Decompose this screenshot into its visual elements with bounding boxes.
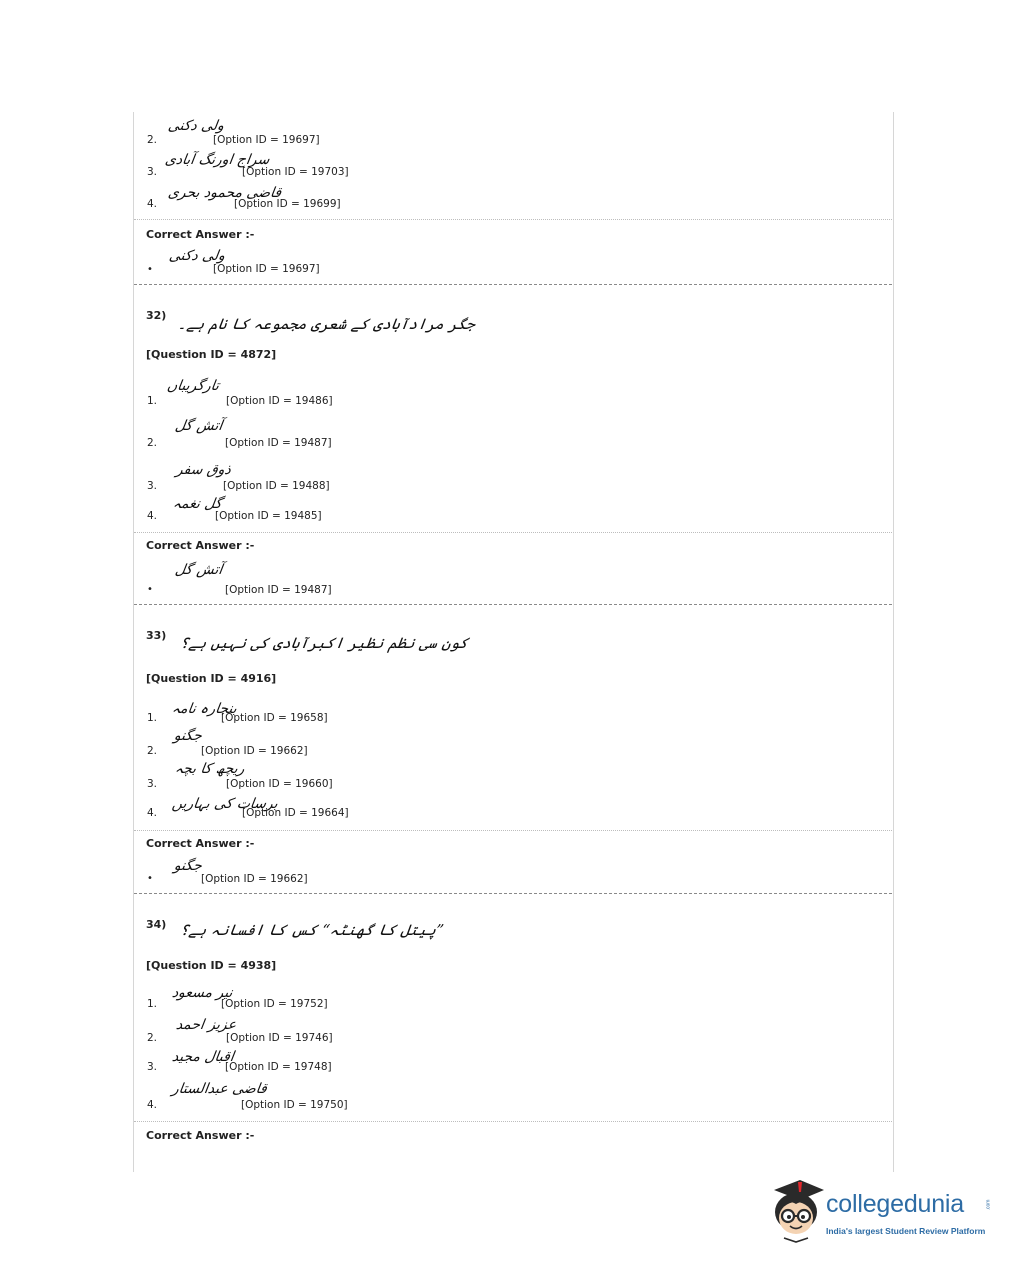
logo-domain-suffix: .com [985,1199,992,1211]
option-number: 2. [147,745,158,757]
option-number: 4. [147,510,158,522]
option-number: 1. [147,395,158,407]
option-id: [Option ID = 19752] [221,998,328,1010]
option-urdu-text: قاضی عبدالستار [170,1081,268,1097]
question-urdu-text: کون سی نظم نظیر اکبرآبادی کی نہیں ہے؟ [178,634,470,652]
option-urdu-text: نیر مسعود [170,985,234,1001]
question-urdu-text: جگر مرادآبادی کے شعری مجموعہ کا نام ہے۔ [176,315,477,333]
option-urdu-text: عزیز احمد [174,1017,238,1033]
correct-answer-option-id: [Option ID = 19662] [201,873,308,885]
collegedunia-logo [766,1176,996,1248]
option-id: [Option ID = 19746] [226,1032,333,1044]
logo-wordmark: collegedunia [826,1190,964,1218]
question-separator [134,604,892,605]
option-urdu-text: اقبال مجید [170,1049,235,1065]
question-id: [Question ID = 4938] [146,959,277,972]
option-number: 4. [147,807,158,819]
question-urdu-text: ”پیتل کا گھنٹہ“ کس کا افسانہ ہے؟ [178,921,445,939]
question-number: 32) [146,309,167,322]
option-id: [Option ID = 19697] [213,134,320,146]
bullet: • [147,264,153,275]
question-id: [Question ID = 4916] [146,672,277,685]
divider [134,1121,892,1122]
correct-answer-label: Correct Answer :- [146,539,255,552]
option-id: [Option ID = 19748] [225,1061,332,1073]
option-id: [Option ID = 19699] [234,198,341,210]
option-number: 3. [147,778,158,790]
option-urdu-text: جگنو [172,728,203,744]
option-number: 2. [147,134,158,146]
option-id: [Option ID = 19750] [241,1099,348,1111]
option-number: 2. [147,1032,158,1044]
option-urdu-text: بنجارہ نامہ [170,701,238,717]
option-id: [Option ID = 19487] [225,437,332,449]
bullet: • [147,584,153,595]
option-number: 4. [147,198,158,210]
option-number: 2. [147,437,158,449]
option-number: 1. [147,998,158,1010]
divider [134,830,892,831]
question-id: [Question ID = 4872] [146,348,277,361]
option-number: 4. [147,1099,158,1111]
option-id: [Option ID = 19485] [215,510,322,522]
correct-answer-option-id: [Option ID = 19487] [225,584,332,596]
correct-answer-option-id: [Option ID = 19697] [213,263,320,275]
option-urdu-text: برسات کی بہاریں [170,796,279,812]
divider [134,219,892,220]
option-number: 3. [147,166,158,178]
logo-tagline: India's largest Student Review Platform [826,1226,986,1236]
option-urdu-text: ذوق سفر [174,462,232,478]
correct-answer-label: Correct Answer :- [146,228,255,241]
question-separator [134,893,892,894]
option-number: 3. [147,480,158,492]
correct-answer-urdu: آتش گل [173,562,224,578]
option-urdu-text: آتش گل [173,418,224,434]
option-id: [Option ID = 19658] [221,712,328,724]
option-urdu-text: تارگریباں [165,378,221,394]
correct-answer-label: Correct Answer :- [146,837,255,850]
option-urdu-text: سراج اورنگ آبادی [163,152,271,168]
question-number: 34) [146,918,167,931]
option-number: 3. [147,1061,158,1073]
option-id: [Option ID = 19664] [242,807,349,819]
option-id: [Option ID = 19703] [242,166,349,178]
correct-answer-urdu: جگنو [172,858,203,874]
option-id: [Option ID = 19662] [201,745,308,757]
option-id: [Option ID = 19488] [223,480,330,492]
option-urdu-text: قاضی محمود بحری [166,185,283,201]
correct-answer-label: Correct Answer :- [146,1129,255,1142]
option-urdu-text: گل نغمہ [171,496,223,512]
correct-answer-urdu: ولی دکنی [167,248,227,264]
question-separator [134,284,892,285]
option-id: [Option ID = 19486] [226,395,333,407]
question-number: 33) [146,629,167,642]
option-urdu-text: ریچھ کا بچہ [173,761,246,777]
option-urdu-text: ولی دکنی [166,118,226,134]
mascot-icon [766,1176,826,1248]
divider [134,532,892,533]
option-id: [Option ID = 19660] [226,778,333,790]
option-number: 1. [147,712,158,724]
bullet: • [147,873,153,884]
